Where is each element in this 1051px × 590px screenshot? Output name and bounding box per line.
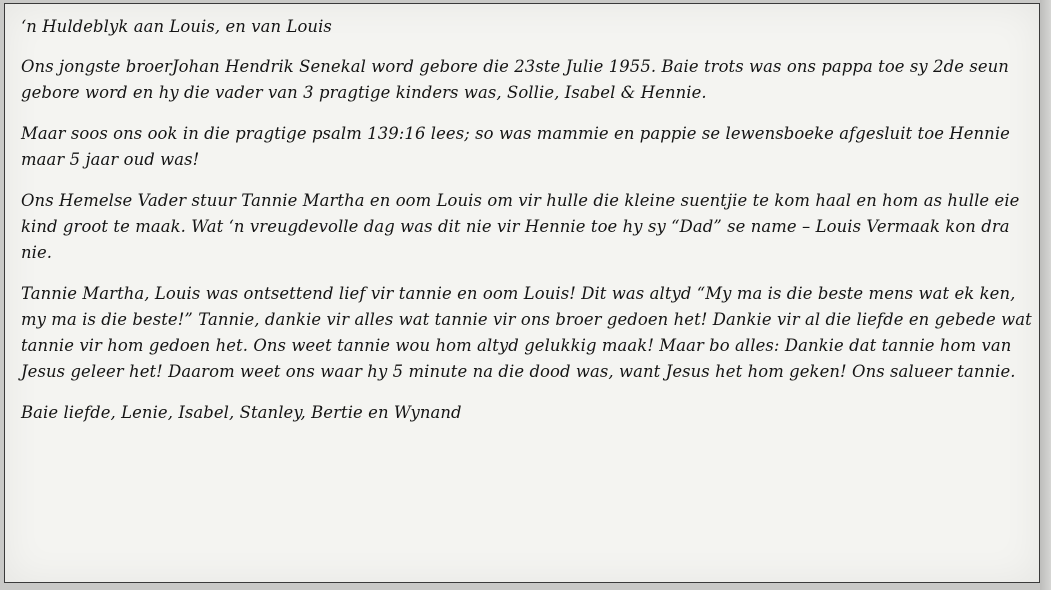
page-edge bbox=[1040, 0, 1051, 590]
closing-signature: Baie liefde, Lenie, Isabel, Stanley, Bertie en Wynand bbox=[21, 403, 462, 422]
card-text bbox=[21, 14, 1033, 441]
paragraph-psalm: Maar soos ons ook in die pragtige psalm 139:16 lees; so was mammie en pappie se lewensboeke afgesluit toe Hennie maar 5 jaar oud was! bbox=[21, 124, 1010, 169]
card-heading: ‘n Huldeblyk aan Louis, en van Louis bbox=[21, 17, 332, 36]
paragraph-birth: Ons jongste broerJohan Hendrik Senekal word gebore die 23ste Julie 1955. Baie trots was ons pappa toe sy 2de seun gebore word en hy die vader van 3 pragtige kinders was, Sollie, Isabel & Hennie. bbox=[21, 57, 1009, 102]
memorial-card bbox=[4, 3, 1040, 583]
paragraph-adoption: Ons Hemelse Vader stuur Tannie Martha en oom Louis om vir hulle die kleine suentjie te kom haal en hom as hulle eie kind groot te maak. Wat ‘n vreugdevolle dag was dit nie vir Hennie toe hy sy “Dad” se name – Louis Vermaak kon dra nie. bbox=[21, 191, 1020, 262]
paragraph-tribute: Tannie Martha, Louis was ontsettend lief vir tannie en oom Louis! Dit was altyd “My ma is die beste mens wat ek ken, my ma is die beste!” Tannie, dankie vir alles wat tannie vir ons broer gedoen het! Dankie vir al die liefde en gebede wat tannie vir hom gedoen het. Ons weet tannie wou hom altyd gelukkig maak! Maar bo alles: Dankie dat tannie hom van Jesus geleer het! Daarom weet ons waar hy 5 minute na die dood was, want Jesus het hom geken! Ons salueer tannie. bbox=[21, 284, 1032, 381]
